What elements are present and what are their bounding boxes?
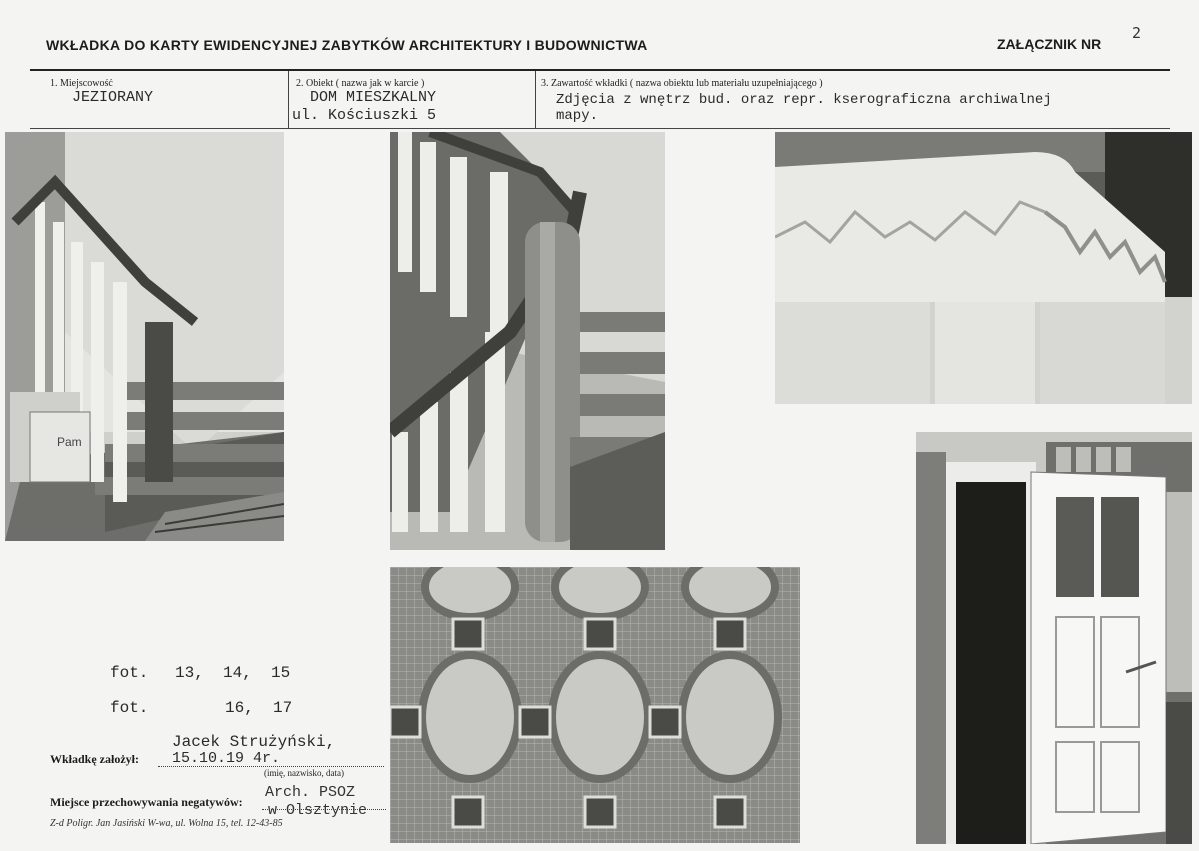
printer-imprint: Z-d Poligr. Jan Jasiński W-wa, ul. Wolna 15, tel. 12-43-85 bbox=[50, 818, 283, 829]
locality-label: 1. Miejscowość bbox=[50, 78, 113, 89]
field-separator bbox=[288, 71, 289, 128]
document-title: WKŁADKA DO KARTY EWIDENCYJNEJ ZABYTKÓW ARCHITEKTURY I BUDOWNICTWA bbox=[46, 37, 648, 53]
field-separator bbox=[535, 71, 536, 128]
photo-numbers-row2-prefix: fot. bbox=[110, 699, 149, 717]
negatives-place-line2: w Olsztynie bbox=[268, 802, 368, 819]
photo-staircase-2 bbox=[390, 132, 665, 550]
attachment-number: 2 bbox=[1132, 24, 1142, 42]
created-by-hint: (imię, nazwisko, data) bbox=[264, 768, 344, 778]
creator-name: Jacek Strużyński, bbox=[172, 733, 336, 751]
content-value-line1: Zdjęcia z wnętrz bud. oraz repr. kserograficzna archiwalnej bbox=[556, 92, 1052, 108]
content-label: 3. Zawartość wkładki ( nazwa obiektu lub materiału uzupełniającego ) bbox=[541, 78, 823, 89]
negatives-place-line1: Arch. PSOZ bbox=[265, 784, 356, 801]
created-by-label: Wkładkę założył: bbox=[50, 752, 139, 766]
object-value-line1: DOM MIESZKALNY bbox=[310, 89, 437, 106]
photo-numbers-row1-prefix: fot. bbox=[110, 664, 149, 682]
attachment-label: ZAŁĄCZNIK NR bbox=[997, 36, 1102, 52]
photo-tiled-floor bbox=[390, 567, 800, 843]
fields-rule bbox=[30, 128, 1170, 129]
object-value-line2: ul. Kościuszki 5 bbox=[292, 107, 437, 124]
locality-value: JEZIORANY bbox=[72, 89, 154, 106]
negatives-label: Miejsce przechowywania negatywów: bbox=[50, 795, 243, 809]
content-value-line2: mapy. bbox=[556, 108, 599, 124]
photo-doorway bbox=[916, 432, 1192, 844]
object-label: 2. Obiekt ( nazwa jak w karcie ) bbox=[296, 78, 425, 89]
photo-staircase-1 bbox=[5, 132, 284, 541]
box-label: Pam bbox=[57, 435, 82, 449]
header-rule bbox=[30, 69, 1170, 71]
photo-stove-detail bbox=[775, 132, 1192, 404]
creator-date: 15.10.19 4r. bbox=[172, 750, 281, 767]
photo-numbers-row1: 13, 14, 15 bbox=[175, 664, 291, 682]
photo-numbers-row2: 16, 17 bbox=[225, 699, 293, 717]
